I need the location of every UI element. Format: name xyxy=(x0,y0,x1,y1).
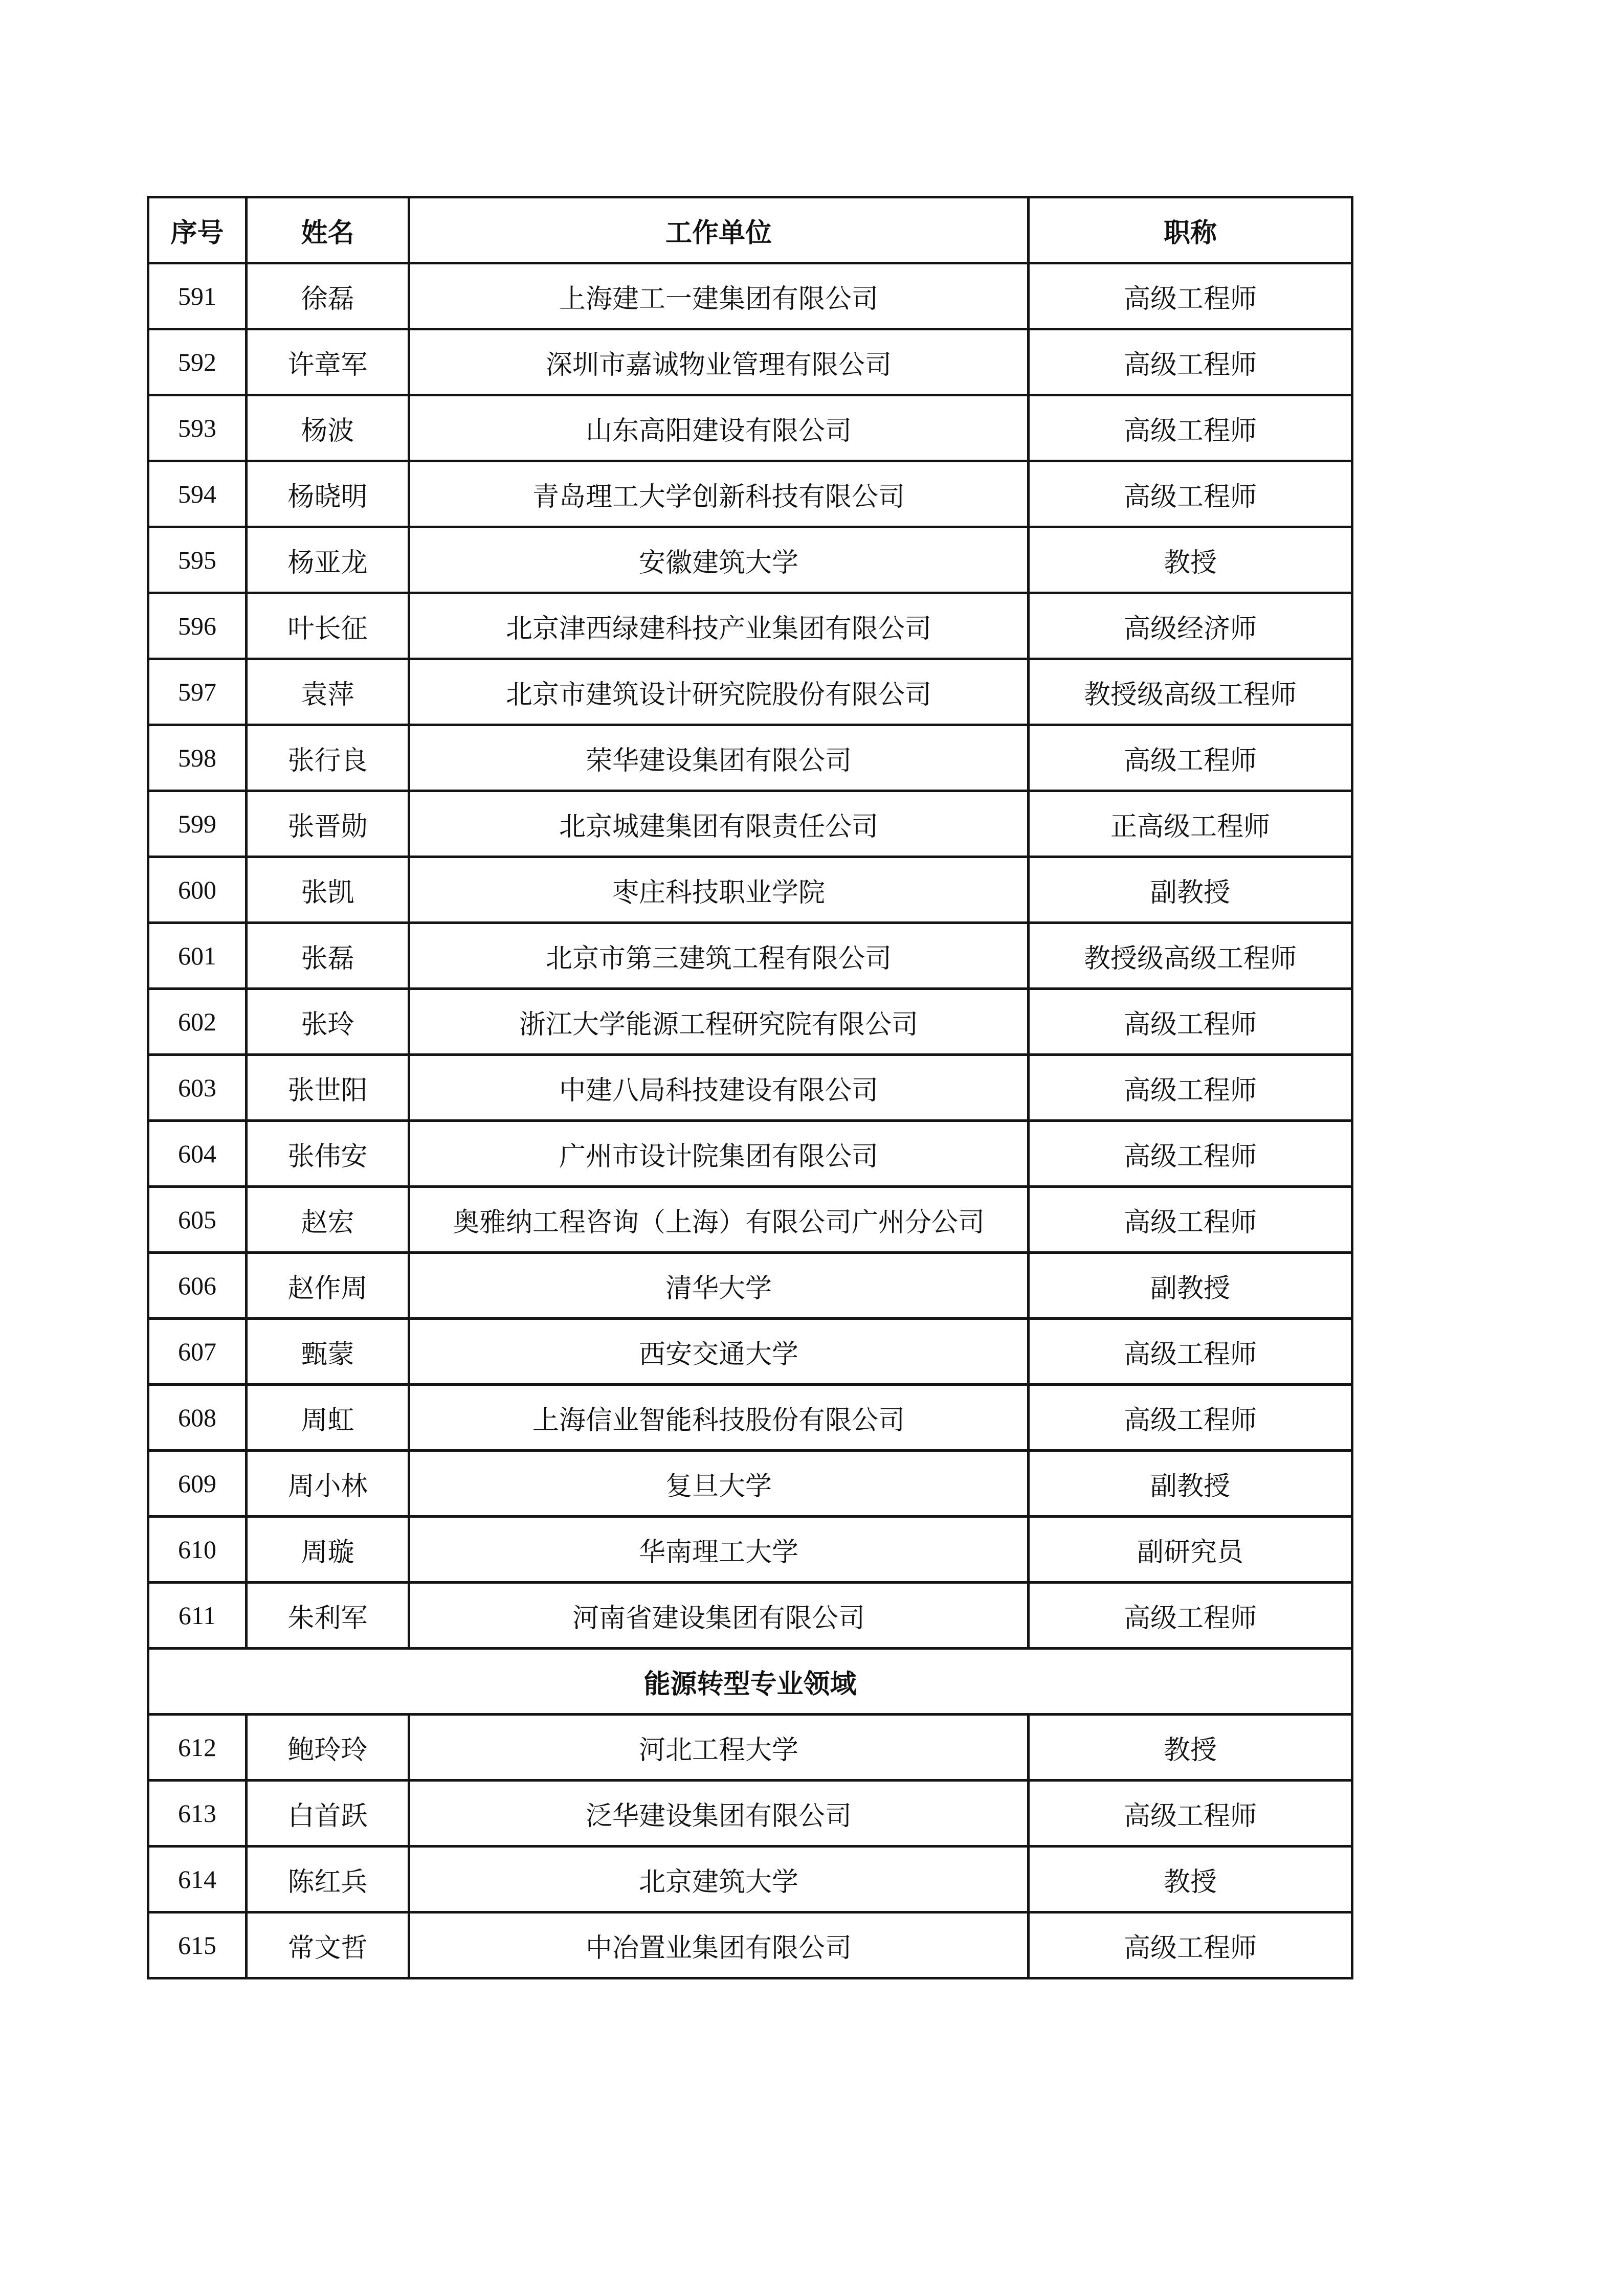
name-cell: 杨亚龙 xyxy=(247,527,409,593)
title-cell: 高级工程师 xyxy=(1029,1319,1352,1385)
name-cell: 徐磊 xyxy=(247,263,409,329)
name-cell: 张行良 xyxy=(247,725,409,791)
table-row xyxy=(148,461,1352,527)
table-row xyxy=(148,329,1352,395)
title-cell: 高级工程师 xyxy=(1029,461,1352,527)
seq-cell: 610 xyxy=(148,1517,247,1583)
table-row xyxy=(148,593,1352,659)
title-cell: 正高级工程师 xyxy=(1029,791,1352,857)
name-cell: 甄蒙 xyxy=(247,1319,409,1385)
table-row xyxy=(148,395,1352,461)
name-cell: 陈红兵 xyxy=(247,1847,409,1912)
name-cell: 许章军 xyxy=(247,329,409,395)
seq-cell: 614 xyxy=(148,1847,247,1912)
table-header-row xyxy=(148,197,1352,263)
title-cell: 教授级高级工程师 xyxy=(1029,923,1352,989)
org-cell: 清华大学 xyxy=(409,1253,1029,1319)
seq-cell: 604 xyxy=(148,1121,247,1187)
name-cell: 张世阳 xyxy=(247,1055,409,1121)
table-row xyxy=(148,1451,1352,1517)
table-row xyxy=(148,923,1352,989)
section-title: 能源转型专业领域 xyxy=(148,1649,1352,1715)
seq-cell: 611 xyxy=(148,1583,247,1649)
header-title: 职称 xyxy=(1029,197,1352,263)
seq-cell: 607 xyxy=(148,1319,247,1385)
name-cell: 鲍玲玲 xyxy=(247,1715,409,1781)
header-seq: 序号 xyxy=(148,197,247,263)
seq-cell: 591 xyxy=(148,263,247,329)
table-row xyxy=(148,857,1352,923)
org-cell: 中建八局科技建设有限公司 xyxy=(409,1055,1029,1121)
seq-cell: 593 xyxy=(148,395,247,461)
org-cell: 深圳市嘉诚物业管理有限公司 xyxy=(409,329,1029,395)
table-row xyxy=(148,1121,1352,1187)
title-cell: 高级工程师 xyxy=(1029,1781,1352,1847)
name-cell: 杨晓明 xyxy=(247,461,409,527)
org-cell: 奥雅纳工程咨询（上海）有限公司广州分公司 xyxy=(409,1187,1029,1253)
org-cell: 北京津西绿建科技产业集团有限公司 xyxy=(409,593,1029,659)
seq-cell: 596 xyxy=(148,593,247,659)
seq-cell: 598 xyxy=(148,725,247,791)
title-cell: 教授 xyxy=(1029,527,1352,593)
table-row xyxy=(148,1517,1352,1583)
title-cell: 副教授 xyxy=(1029,1451,1352,1517)
header-name: 姓名 xyxy=(247,197,409,263)
seq-cell: 600 xyxy=(148,857,247,923)
org-cell: 北京市建筑设计研究院股份有限公司 xyxy=(409,659,1029,725)
table-row xyxy=(148,1781,1352,1847)
name-cell: 张凯 xyxy=(247,857,409,923)
title-cell: 教授 xyxy=(1029,1847,1352,1912)
title-cell: 高级经济师 xyxy=(1029,593,1352,659)
table-row xyxy=(148,263,1352,329)
org-cell: 北京城建集团有限责任公司 xyxy=(409,791,1029,857)
title-cell: 高级工程师 xyxy=(1029,1385,1352,1451)
org-cell: 广州市设计院集团有限公司 xyxy=(409,1121,1029,1187)
name-cell: 周璇 xyxy=(247,1517,409,1583)
title-cell: 高级工程师 xyxy=(1029,1912,1352,1978)
title-cell: 高级工程师 xyxy=(1029,1121,1352,1187)
header-org: 工作单位 xyxy=(409,197,1029,263)
table-row xyxy=(148,791,1352,857)
org-cell: 山东高阳建设有限公司 xyxy=(409,395,1029,461)
table-row xyxy=(148,659,1352,725)
name-cell: 赵宏 xyxy=(247,1187,409,1253)
name-cell: 白首跃 xyxy=(247,1781,409,1847)
org-cell: 浙江大学能源工程研究院有限公司 xyxy=(409,989,1029,1055)
org-cell: 河南省建设集团有限公司 xyxy=(409,1583,1029,1649)
title-cell: 高级工程师 xyxy=(1029,263,1352,329)
name-cell: 袁萍 xyxy=(247,659,409,725)
name-cell: 叶长征 xyxy=(247,593,409,659)
seq-cell: 613 xyxy=(148,1781,247,1847)
title-cell: 高级工程师 xyxy=(1029,989,1352,1055)
name-cell: 朱利军 xyxy=(247,1583,409,1649)
name-cell: 赵作周 xyxy=(247,1253,409,1319)
table-row xyxy=(148,1319,1352,1385)
org-cell: 枣庄科技职业学院 xyxy=(409,857,1029,923)
table-body xyxy=(148,263,1352,1978)
table-row xyxy=(148,1912,1352,1978)
seq-cell: 592 xyxy=(148,329,247,395)
seq-cell: 594 xyxy=(148,461,247,527)
org-cell: 中冶置业集团有限公司 xyxy=(409,1912,1029,1978)
seq-cell: 608 xyxy=(148,1385,247,1451)
org-cell: 西安交通大学 xyxy=(409,1319,1029,1385)
seq-cell: 603 xyxy=(148,1055,247,1121)
table-row xyxy=(148,1847,1352,1912)
title-cell: 高级工程师 xyxy=(1029,1187,1352,1253)
org-cell: 复旦大学 xyxy=(409,1451,1029,1517)
expert-list-table xyxy=(147,196,1353,1979)
seq-cell: 597 xyxy=(148,659,247,725)
org-cell: 泛华建设集团有限公司 xyxy=(409,1781,1029,1847)
title-cell: 高级工程师 xyxy=(1029,725,1352,791)
org-cell: 荣华建设集团有限公司 xyxy=(409,725,1029,791)
name-cell: 周小林 xyxy=(247,1451,409,1517)
table-row xyxy=(148,1583,1352,1649)
name-cell: 张晋勋 xyxy=(247,791,409,857)
seq-cell: 602 xyxy=(148,989,247,1055)
seq-cell: 609 xyxy=(148,1451,247,1517)
seq-cell: 601 xyxy=(148,923,247,989)
title-cell: 高级工程师 xyxy=(1029,395,1352,461)
seq-cell: 595 xyxy=(148,527,247,593)
org-cell: 青岛理工大学创新科技有限公司 xyxy=(409,461,1029,527)
title-cell: 副教授 xyxy=(1029,857,1352,923)
table-row xyxy=(148,1055,1352,1121)
title-cell: 高级工程师 xyxy=(1029,1055,1352,1121)
seq-cell: 599 xyxy=(148,791,247,857)
title-cell: 副教授 xyxy=(1029,1253,1352,1319)
table-row xyxy=(148,527,1352,593)
title-cell: 教授级高级工程师 xyxy=(1029,659,1352,725)
table-row xyxy=(148,725,1352,791)
org-cell: 上海建工一建集团有限公司 xyxy=(409,263,1029,329)
table-row xyxy=(148,1715,1352,1781)
name-cell: 张磊 xyxy=(247,923,409,989)
name-cell: 张伟安 xyxy=(247,1121,409,1187)
seq-cell: 605 xyxy=(148,1187,247,1253)
org-cell: 华南理工大学 xyxy=(409,1517,1029,1583)
title-cell: 教授 xyxy=(1029,1715,1352,1781)
org-cell: 北京建筑大学 xyxy=(409,1847,1029,1912)
seq-cell: 606 xyxy=(148,1253,247,1319)
title-cell: 高级工程师 xyxy=(1029,329,1352,395)
seq-cell: 615 xyxy=(148,1912,247,1978)
org-cell: 北京市第三建筑工程有限公司 xyxy=(409,923,1029,989)
name-cell: 周虹 xyxy=(247,1385,409,1451)
table-row xyxy=(148,989,1352,1055)
name-cell: 杨波 xyxy=(247,395,409,461)
table-row xyxy=(148,1187,1352,1253)
title-cell: 副研究员 xyxy=(1029,1517,1352,1583)
section-row xyxy=(148,1649,1352,1715)
name-cell: 常文哲 xyxy=(247,1912,409,1978)
table-row xyxy=(148,1253,1352,1319)
title-cell: 高级工程师 xyxy=(1029,1583,1352,1649)
org-cell: 安徽建筑大学 xyxy=(409,527,1029,593)
name-cell: 张玲 xyxy=(247,989,409,1055)
org-cell: 河北工程大学 xyxy=(409,1715,1029,1781)
org-cell: 上海信业智能科技股份有限公司 xyxy=(409,1385,1029,1451)
seq-cell: 612 xyxy=(148,1715,247,1781)
table-row xyxy=(148,1385,1352,1451)
